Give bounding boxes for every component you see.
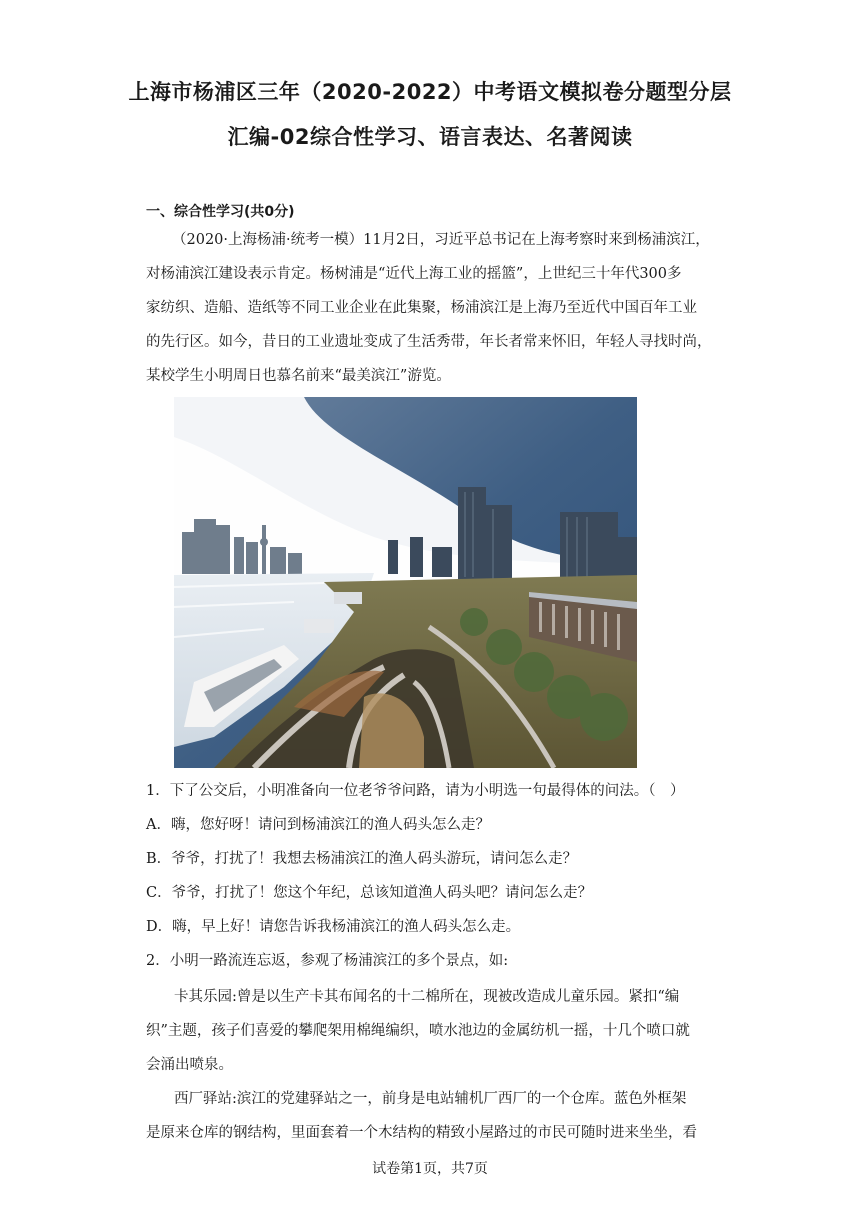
paragraph-line: 卡其乐园:曾是以生产卡其布闻名的十二棉所在，现被改造成儿童乐园。紧扣“编: [174, 989, 680, 1005]
intro-line: （2020·上海杨浦·统考一模）11月2日，习近平总书记在上海考察时来到杨浦滨江，: [172, 232, 710, 248]
intro-line: 家纺织、造船、造纸等不同工业企业在此集聚，杨浦滨江是上海乃至近代中国百年工业: [146, 300, 697, 316]
question-1-stem: 1．下了公交后，小明准备向一位老爷爷问路，请为小明选一句最得体的问法。（ ）: [146, 783, 685, 799]
option-c: C．爷爷，打扰了！您这个年纪，总该知道渔人码头吧？请问怎么走？: [146, 885, 593, 901]
intro-line: 对杨浦滨江建设表示肯定。杨树浦是“近代上海工业的摇篮”，上世纪三十年代300多: [146, 266, 682, 282]
document-title-line-2: 汇编-02综合性学习、语言表达、名著阅读: [227, 125, 633, 149]
paragraph-line: 织”主题，孩子们喜爱的攀爬架用棉绳编织，喷水池边的金属纺机一摇，十几个喷口就: [146, 1023, 690, 1039]
option-d: D．嗨，早上好！请您告诉我杨浦滨江的渔人码头怎么走。: [146, 919, 521, 935]
intro-line: 某校学生小明周日也慕名前来“最美滨江”游览。: [146, 368, 451, 384]
option-b: B．爷爷，打扰了！我想去杨浦滨江的渔人码头游玩，请问怎么走？: [146, 851, 578, 867]
page-footer: 试卷第1页，共7页: [372, 1161, 488, 1177]
question-2-stem: 2．小明一路流连忘返，参观了杨浦滨江的多个景点，如:: [146, 953, 509, 969]
riverside-photo: [174, 397, 637, 768]
paragraph-line: 是原来仓库的钢结构，里面套着一个木结构的精致小屋路过的市民可随时进来坐坐，看: [146, 1125, 697, 1141]
paragraph-line: 西厂驿站:滨江的党建驿站之一，前身是电站辅机厂西厂的一个仓库。蓝色外框架: [174, 1091, 687, 1107]
option-a: A．嗨，您好呀！请问到杨浦滨江的渔人码头怎么走？: [146, 817, 490, 833]
intro-line: 的先行区。如今，昔日的工业遗址变成了生活秀带，年长者常来怀旧，年轻人寻找时尚，: [146, 334, 712, 350]
document-title-line-1: 上海市杨浦区三年（2020-2022）中考语文模拟卷分题型分层: [128, 80, 732, 104]
section-heading: 一、综合性学习(共0分): [146, 204, 295, 220]
paragraph-line: 会涌出喷泉。: [146, 1057, 233, 1073]
